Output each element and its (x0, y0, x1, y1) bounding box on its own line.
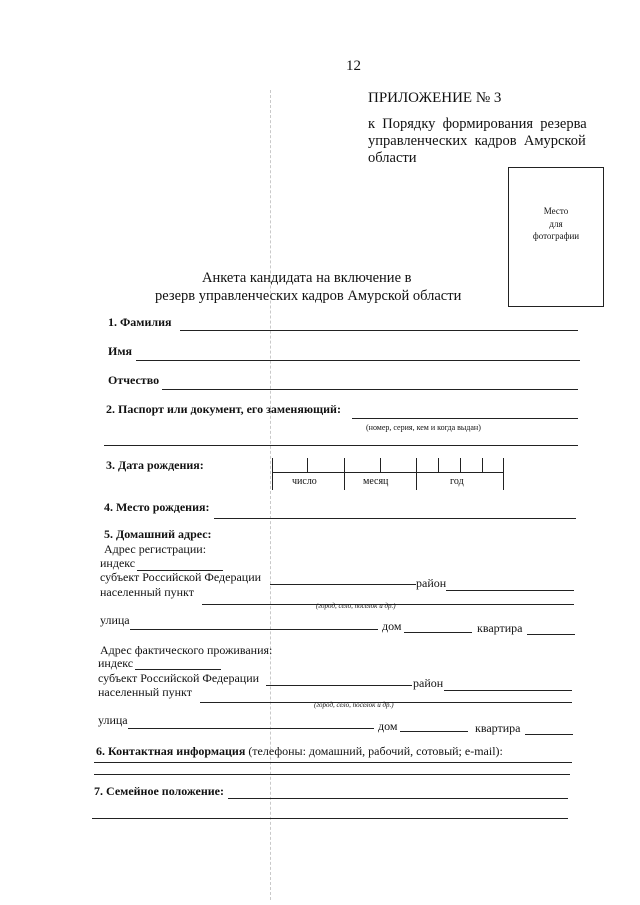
subject-field[interactable] (270, 584, 416, 585)
contact-label-rest: (телефоны: домашний, рабочий, сотовый; e-mail): (245, 744, 503, 758)
birth-place-field[interactable] (214, 518, 576, 519)
appendix-line-2: управленческих кадров Амурской (368, 133, 586, 149)
photo-label-3: фотографии (532, 231, 580, 241)
actual-house-label: дом (378, 719, 398, 733)
registration-address-label: Адрес регистрации: (104, 542, 207, 556)
district-label: район (416, 576, 447, 590)
actual-subject-field[interactable] (266, 685, 412, 686)
name-label: Имя (108, 344, 132, 358)
name-field[interactable] (136, 360, 580, 361)
actual-subject-label: субъект Российской Федерации (98, 671, 260, 685)
locality-label: населенный пункт (100, 585, 194, 599)
appendix-title: ПРИЛОЖЕНИЕ № 3 (368, 90, 502, 106)
index-label: индекс (100, 556, 136, 570)
form-title-line-1: Анкета кандидата на включение в (202, 270, 412, 286)
contact-label-bold: 6. Контактная информация (96, 744, 246, 758)
actual-address-label: Адрес фактического проживания: (100, 643, 273, 657)
actual-locality-label: населенный пункт (98, 685, 192, 699)
actual-index-label: индекс (98, 656, 134, 670)
actual-district-field[interactable] (444, 690, 572, 691)
passport-field[interactable] (352, 418, 578, 419)
passport-label: 2. Паспорт или документ, его заменяющий: (106, 402, 341, 416)
actual-index-field[interactable] (135, 669, 221, 670)
marital-field[interactable] (228, 798, 568, 799)
page-number: 12 (346, 58, 361, 74)
surname-label: 1. Фамилия (108, 315, 172, 329)
actual-street-field[interactable] (128, 728, 374, 729)
house-label: дом (382, 619, 402, 633)
actual-street-label: улица (98, 713, 128, 727)
apartment-field[interactable] (527, 634, 575, 635)
form-title-line-2: резерв управленческих кадров Амурской области (155, 288, 462, 304)
actual-house-field[interactable] (400, 731, 468, 732)
passport-field-2[interactable] (104, 445, 578, 446)
patronymic-label: Отчество (108, 373, 160, 387)
patronymic-field[interactable] (162, 389, 578, 390)
month-label: месяц (363, 476, 389, 487)
marital-label: 7. Семейное положение: (94, 784, 225, 798)
day-label: число (292, 476, 317, 487)
house-field[interactable] (404, 632, 472, 633)
contact-field[interactable] (94, 762, 572, 763)
surname-field[interactable] (180, 330, 578, 331)
contact-label (96, 744, 503, 759)
district-field[interactable] (446, 590, 574, 591)
actual-apartment-field[interactable] (525, 734, 573, 735)
year-label: год (450, 476, 464, 487)
passport-hint: (номер, серия, кем и когда выдан) (366, 423, 481, 432)
marital-field-2[interactable] (92, 818, 568, 819)
photo-label-1: Место (543, 206, 569, 216)
appendix-line-3: области (368, 150, 417, 166)
photo-box (508, 167, 604, 307)
birth-date-grid[interactable] (272, 458, 504, 490)
birth-place-label: 4. Место рождения: (104, 500, 210, 514)
birth-date-label: 3. Дата рождения: (106, 458, 204, 472)
photo-label-2: для (549, 219, 563, 229)
street-field[interactable] (130, 629, 378, 630)
address-label: 5. Домашний адрес: (104, 527, 212, 541)
fold-line (270, 90, 271, 900)
locality-hint: (город, село, поселок и др.) (316, 602, 396, 610)
actual-locality-hint: (город, село, поселок и др.) (314, 701, 394, 709)
contact-field-2[interactable] (94, 774, 570, 775)
subject-label: субъект Российской Федерации (100, 570, 262, 584)
appendix-line-1: к Порядку формирования резерва (368, 116, 587, 132)
apartment-label: квартира (477, 621, 523, 635)
actual-apartment-label: квартира (475, 721, 521, 735)
street-label: улица (100, 613, 130, 627)
actual-district-label: район (413, 676, 444, 690)
